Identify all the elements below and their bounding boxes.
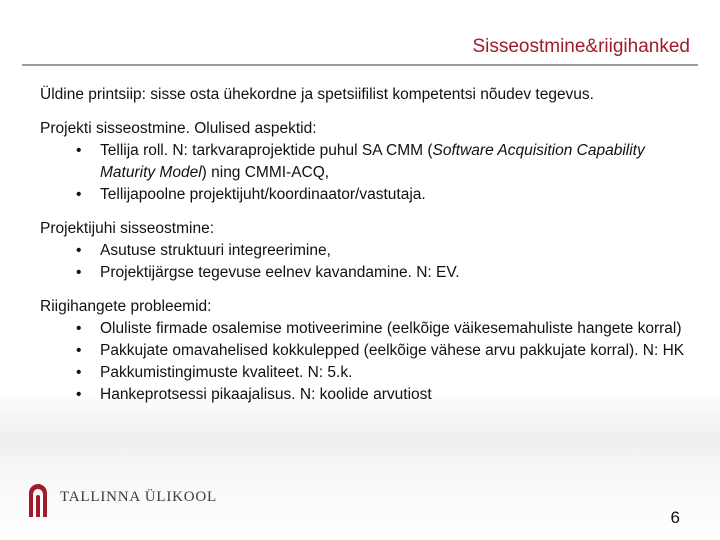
bullet-list-pm-purchase xyxy=(40,240,700,284)
list-item-text: Projektijärgse tegevuse eelnev kavandamine. N: EV. xyxy=(100,264,460,281)
bullet-list-procurement-problems xyxy=(40,318,700,406)
page-number: 6 xyxy=(670,508,680,527)
list-item-text: Asutuse struktuuri integreerimine, xyxy=(100,242,331,259)
list-item-text: Hankeprotsessi pikaajalisus. N: koolide arvutiost xyxy=(100,386,432,403)
title-divider xyxy=(22,64,698,66)
list-item-text: Tellijapoolne projektijuht/koordinaator/vastutaja. xyxy=(100,186,426,203)
section-heading-project-purchase: Projekti sisseostmine. Olulised aspektid: xyxy=(40,120,317,137)
bullet-icon: • xyxy=(76,364,82,381)
bullet-icon: • xyxy=(76,186,82,203)
list-item xyxy=(40,384,700,406)
section-heading-procurement-problems: Riigihangete probleemid: xyxy=(40,298,212,315)
slide-content xyxy=(40,84,700,406)
bullet-list-project-purchase xyxy=(40,140,700,206)
list-item-text: Pakkumistingimuste kvaliteet. N: 5.k. xyxy=(100,364,353,381)
list-item xyxy=(40,262,700,284)
tallinn-university-logo-icon xyxy=(26,477,50,517)
logo-text: TALLINNA ÜLIKOOL xyxy=(60,488,217,505)
section-heading-pm-purchase: Projektijuhi sisseostmine: xyxy=(40,220,215,237)
slide-title: Sisseostmine&riigihanked xyxy=(472,36,690,57)
bullet-icon: • xyxy=(76,320,82,337)
bullet-icon: • xyxy=(76,264,82,281)
list-item xyxy=(40,184,700,206)
list-item-text: ) ning CMMI-ACQ, xyxy=(201,164,330,181)
list-item-text: Oluliste firmade osalemise motiveerimine (eelkõige väikesemahuliste hangete korral) xyxy=(100,320,682,337)
list-item xyxy=(40,318,700,340)
bullet-icon: • xyxy=(76,342,82,359)
list-item xyxy=(40,240,700,262)
list-item-text: Tellija roll. N: tarkvaraprojektide puhul SA CMM ( xyxy=(100,142,433,159)
university-logo xyxy=(26,477,217,517)
list-item xyxy=(40,340,700,362)
list-item-text: Pakkujate omavahelised kokkulepped (eelkõige vähese arvu pakkujate korral). N: HK xyxy=(100,342,685,359)
bullet-icon: • xyxy=(76,142,82,159)
bullet-icon: • xyxy=(76,242,82,259)
list-item xyxy=(40,140,700,184)
intro-text: Üldine printsiip: sisse osta ühekordne ja spetsiifilist kompetentsi nõudev tegevus. xyxy=(40,86,594,103)
list-item-emphasis: Software Acquisition Capability Maturity Model xyxy=(100,142,645,181)
list-item xyxy=(40,362,700,384)
bullet-icon: • xyxy=(76,386,82,403)
